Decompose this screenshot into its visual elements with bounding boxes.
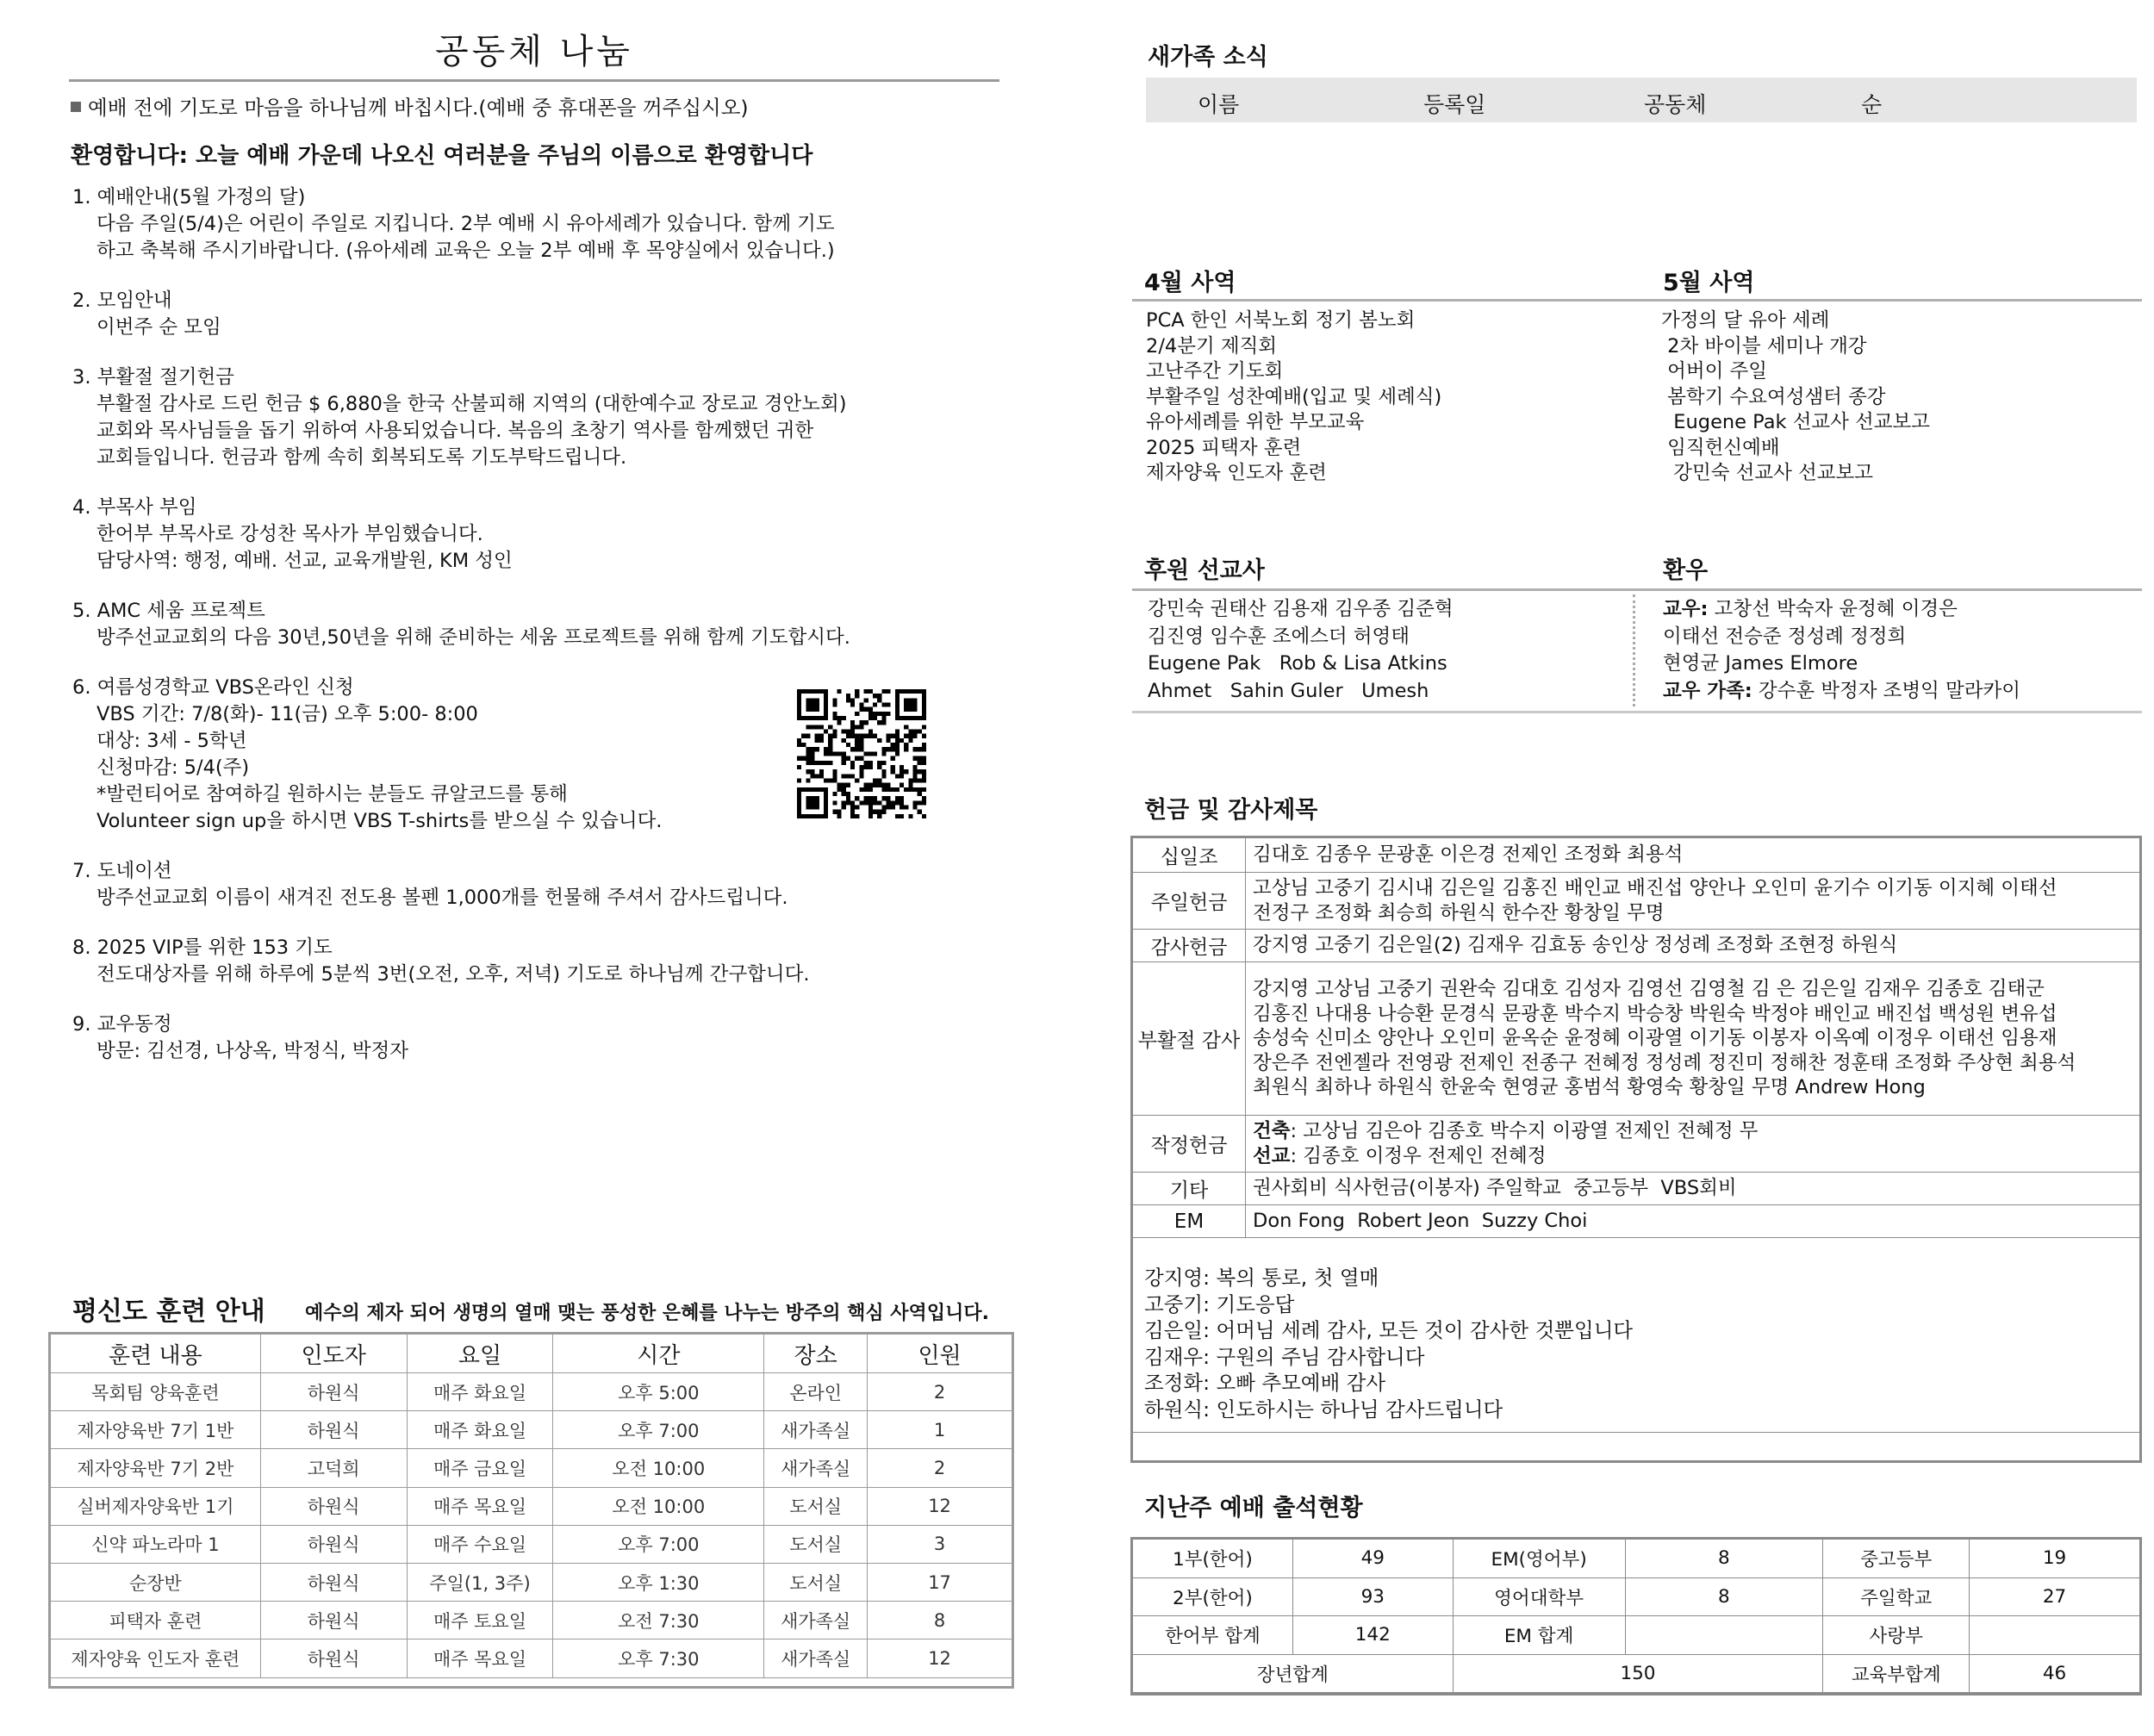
announcement-line: 이번주 순 모임 — [96, 316, 221, 339]
offering-names — [1246, 1205, 2140, 1238]
offering-line: 김홍진 나대용 나승환 문경식 문광훈 박수지 박승창 박원숙 박정야 배인교 배진섭 백성원 변유섭 — [1253, 1002, 2058, 1025]
training-cell: 오후 7:30 — [553, 1640, 764, 1677]
announcement-line: 전도대상자를 위해 하루에 5분씩 3번(오전, 오후, 저녁) 기도로 하나님께 간구합니다. — [96, 963, 810, 986]
april-ministry-title: 4월 사역 — [1144, 270, 1236, 296]
training-cell: 제자양육반 7기 1반 — [51, 1411, 261, 1449]
announcement-heading: 9. 교우동정 — [72, 1013, 172, 1036]
training-header-cell: 인도자 — [260, 1335, 407, 1373]
new-family-header — [1146, 78, 2137, 122]
list-item: 어버이 주일 — [1661, 360, 1767, 383]
attendance-title: 지난주 예배 출석현황 — [1144, 1495, 1363, 1521]
training-subtitle: 예수의 제자 되어 생명의 열매 맺는 풍성한 은혜를 나누는 방주의 핵심 사역입니다. — [305, 1303, 989, 1324]
title-divider — [69, 79, 999, 82]
training-cell: 2 — [868, 1449, 1012, 1487]
list-item: 김재우: 구원의 주님 감사합니다 — [1144, 1344, 1425, 1369]
list-item: 고난주간 기도회 — [1146, 360, 1284, 383]
announcement-item — [72, 364, 1020, 471]
list-item: 부활주일 성찬예배(입교 및 세례식) — [1146, 385, 1442, 408]
announcement-line: 대상: 3세 - 5학년 — [96, 730, 247, 752]
announcement-heading: 6. 여름성경학교 VBS온라인 신청 — [72, 676, 354, 699]
training-cell: 실버제자양육반 1기 — [51, 1487, 261, 1525]
attendance-cell: 한어부 합계 — [1133, 1616, 1293, 1655]
offering-line: 송성숙 신미소 양안나 오인미 윤옥순 윤정혜 이광열 이기동 이봉자 이옥예 이정우 이태선 임용재 — [1253, 1027, 2058, 1050]
training-cell: 1 — [868, 1411, 1012, 1449]
announcement-item — [72, 935, 1020, 988]
may-ministry-list — [1661, 308, 1930, 487]
attendance-cell: EM 합계 — [1453, 1616, 1625, 1655]
page-title: 공동체 나눔 — [435, 32, 633, 72]
training-cell: 매주 목요일 — [407, 1487, 553, 1525]
table-row — [51, 1487, 1012, 1525]
offering-category: 기타 — [1133, 1173, 1246, 1205]
announcement-line: 한어부 부목사로 강성찬 목사가 부임했습니다. — [96, 523, 483, 545]
worship-notice — [71, 91, 749, 121]
training-cell: 새가족실 — [764, 1411, 868, 1449]
offering-category: 주일헌금 — [1133, 873, 1246, 930]
table-row — [1133, 873, 2140, 930]
offering-line: 강지영 고중기 김은일(2) 김재우 김효동 송인상 정성례 조정화 조현정 하원식 — [1253, 934, 1898, 957]
training-title: 평신도 훈련 안내 — [72, 1297, 265, 1327]
list-item: 강지영: 복의 통로, 첫 열매 — [1144, 1266, 1379, 1290]
training-cell: 하원식 — [260, 1525, 407, 1563]
attendance-cell: 주일학교 — [1823, 1577, 1970, 1616]
training-header-cell: 시간 — [553, 1335, 764, 1373]
training-cell: 8 — [868, 1602, 1012, 1640]
attendance-cell: 8 — [1625, 1540, 1823, 1578]
table-row — [51, 1563, 1012, 1601]
offering-line: 권사회비 식사헌금(이봉자) 주일학교 중고등부 VBS회비 — [1253, 1177, 1737, 1200]
attendance-cell: 중고등부 — [1823, 1540, 1970, 1578]
attendance-cell: 장년합계 — [1133, 1654, 1454, 1693]
offering-names — [1246, 1116, 2140, 1173]
announcement-item — [72, 598, 1020, 651]
offering-line: 전정구 조정화 최승희 하원식 한수잔 황창일 무명 — [1253, 901, 1665, 924]
training-cell: 하원식 — [260, 1487, 407, 1525]
offering-names — [1246, 1173, 2140, 1205]
announcement-line: 교회와 목사님들을 돕기 위하여 사용되었습니다. 복음의 초창기 역사를 함께했던 귀한 — [96, 420, 814, 442]
training-header-cell: 요일 — [407, 1335, 553, 1373]
table-row — [1133, 1540, 2140, 1578]
list-item: 김은일: 어머님 세례 감사, 모든 것이 감사한 것뿐입니다 — [1144, 1318, 1634, 1342]
announcement-line: Volunteer sign up을 하시면 VBS T-shirts를 받으실 수 있습니다. — [96, 810, 663, 832]
may-ministry-title: 5월 사역 — [1663, 270, 1755, 296]
training-cell: 매주 화요일 — [407, 1411, 553, 1449]
notice-text: 예배 전에 기도로 마음을 하나님께 바칩시다.(예배 중 휴대폰을 꺼주십시오) — [88, 96, 749, 120]
table-row — [1133, 1577, 2140, 1616]
list-item: 2025 피택자 훈련 — [1146, 436, 1302, 459]
table-row — [1133, 1116, 2140, 1173]
training-cell: 매주 수요일 — [407, 1525, 553, 1563]
attendance-cell: 1부(한어) — [1133, 1540, 1293, 1578]
training-cell: 고덕희 — [260, 1449, 407, 1487]
new-family-title: 새가족 소식 — [1148, 44, 1268, 71]
attendance-cell: 27 — [1970, 1577, 2140, 1616]
attendance-cell: 영어대학부 — [1453, 1577, 1625, 1616]
training-cell: 하원식 — [260, 1373, 407, 1411]
list-item: 유아세례를 위한 부모교육 — [1146, 411, 1365, 433]
attendance-cell: EM(영어부) — [1453, 1540, 1625, 1578]
announcement-line: 신청마감: 5/4(주) — [96, 756, 250, 779]
offering-category: 감사헌금 — [1133, 930, 1246, 962]
patients-title: 환우 — [1663, 557, 1709, 584]
training-cell: 새가족실 — [764, 1449, 868, 1487]
attendance-cell: 93 — [1292, 1577, 1453, 1616]
col-date: 등록일 — [1423, 92, 1486, 117]
table-row — [51, 1411, 1012, 1449]
april-ministry-list — [1146, 308, 1441, 487]
announcement-item — [72, 495, 1020, 575]
announcement-line: 방문: 김선경, 나상옥, 박정식, 박정자 — [96, 1040, 408, 1062]
list-item: PCA 한인 서북노회 정기 봄노회 — [1146, 309, 1416, 332]
announcement-heading: 4. 부목사 부임 — [72, 496, 197, 519]
table-row — [1133, 1616, 2140, 1655]
training-cell: 하원식 — [260, 1602, 407, 1640]
training-cell: 12 — [868, 1487, 1012, 1525]
table-row — [51, 1449, 1012, 1487]
training-cell: 도서실 — [764, 1487, 868, 1525]
training-cell: 순장반 — [51, 1563, 261, 1601]
offering-names — [1246, 962, 2140, 1116]
table-row — [51, 1602, 1012, 1640]
announcement-line: 하고 축복해 주시기바랍니다. (유아세례 교육은 오늘 2부 예배 후 목양실에서 있습니다.) — [96, 240, 835, 262]
training-cell: 하원식 — [260, 1563, 407, 1601]
list-item: 제자양육 인도자 훈련 — [1146, 462, 1327, 484]
training-cell: 제자양육반 7기 2반 — [51, 1449, 261, 1487]
announcement-line: 교회들입니다. 헌금과 함께 속히 회복되도록 기도부탁드립니다. — [96, 446, 627, 469]
table-row — [1133, 1654, 2140, 1693]
list-item: 김진영 임수훈 조에스더 허영태 — [1148, 625, 1410, 648]
training-cell: 주일(1, 3주) — [407, 1563, 553, 1601]
training-cell: 매주 금요일 — [407, 1449, 553, 1487]
announcement-line: VBS 기간: 7/8(화)- 11(금) 오후 5:00- 8:00 — [96, 703, 478, 725]
announcement-heading: 7. 도네이션 — [72, 860, 172, 882]
training-cell: 3 — [868, 1525, 1012, 1563]
training-cell: 17 — [868, 1563, 1012, 1601]
col-community: 공동체 — [1644, 92, 1707, 117]
col-group: 순 — [1861, 92, 1883, 117]
announcement-line: 담당사역: 행정, 예배. 선교, 교육개발원, KM 성인 — [96, 550, 513, 572]
list-item: 2차 바이블 세미나 개강 — [1661, 334, 1867, 358]
attendance-cell: 46 — [1970, 1654, 2140, 1693]
announcement-line: *발런티어로 참여하길 원하시는 분들도 큐알코드를 통해 — [96, 783, 568, 806]
attendance-cell: 사랑부 — [1823, 1616, 1970, 1655]
training-cell: 2 — [868, 1373, 1012, 1411]
attendance-table — [1132, 1539, 2140, 1693]
attendance-cell: 2부(한어) — [1133, 1577, 1293, 1616]
welcome-message: 환영합니다: 오늘 예배 가운데 나오신 여러분을 주님의 이름으로 환영합니다 — [71, 143, 813, 169]
announcement-heading: 8. 2025 VIP를 위한 153 기도 — [72, 936, 333, 959]
training-cell: 온라인 — [764, 1373, 868, 1411]
list-item: 하원식: 인도하시는 하나님 감사드립니다 — [1144, 1397, 1503, 1422]
training-cell: 12 — [868, 1640, 1012, 1677]
list-item: 강민숙 선교사 선교보고 — [1661, 462, 1873, 484]
missionaries-title: 후원 선교사 — [1144, 557, 1265, 584]
list-item: Eugene Pak Rob & Lisa Atkins — [1148, 652, 1447, 675]
patients-list: 교우: 고창선 박숙자 윤정혜 이경은 이태선 전승준 정성례 정정희 현영균 James Elmore 교우 가족: 강수훈 박정자 조병익 말라카이 — [1663, 598, 2020, 702]
training-cell: 신약 파노라마 1 — [51, 1525, 261, 1563]
right-page — [1077, 0, 2154, 1736]
list-item: Ahmet Sahin Guler Umesh — [1148, 679, 1429, 702]
training-cell: 오전 10:00 — [553, 1449, 764, 1487]
offering-line: 김대호 김종우 문광훈 이은경 전제인 조정화 최용석 — [1253, 843, 1684, 867]
announcement-heading: 5. AMC 세움 프로젝트 — [72, 600, 265, 622]
col-name: 이름 — [1198, 92, 1240, 117]
training-header-cell: 장소 — [764, 1335, 868, 1373]
offering-line: 선교: 김종호 이정우 전제인 전혜정 — [1253, 1144, 1547, 1167]
training-cell: 오후 5:00 — [553, 1373, 764, 1411]
table-row — [1133, 1205, 2140, 1238]
offering-line: 최원식 최하나 하원식 한윤숙 현영균 홍범석 황영숙 황창일 무명 Andrew Hong — [1253, 1076, 1926, 1099]
training-cell: 도서실 — [764, 1563, 868, 1601]
training-cell: 오전 7:30 — [553, 1602, 764, 1640]
training-table — [50, 1334, 1012, 1678]
attendance-cell: 142 — [1292, 1616, 1453, 1655]
training-cell: 새가족실 — [764, 1640, 868, 1677]
announcement-line: 방주선교교회 이름이 새겨진 전도용 볼펜 1,000개를 헌물해 주셔서 감사드립니다. — [96, 887, 788, 909]
missionaries-rule-bottom — [1132, 711, 2142, 713]
announcement-line: 다음 주일(5/4)은 어린이 주일로 지킵니다. 2부 예배 시 유아세례가 있습니다. 함께 기도 — [96, 213, 835, 235]
attendance-cell: 150 — [1453, 1654, 1823, 1693]
list-item: Eugene Pak 선교사 선교보고 — [1661, 411, 1930, 433]
missionaries-list — [1148, 596, 1454, 705]
attendance-cell: 8 — [1625, 1577, 1823, 1616]
announcement-list — [72, 184, 1020, 1088]
list-item: 강민숙 권태산 김용재 김우종 김준혁 — [1148, 598, 1454, 620]
table-row — [1133, 838, 2140, 873]
training-cell: 오후 7:00 — [553, 1411, 764, 1449]
offering-category: 부활절 감사 — [1133, 962, 1246, 1116]
training-header-cell: 인원 — [868, 1335, 1012, 1373]
list-item: 가정의 달 유아 세례 — [1661, 309, 1830, 332]
announcement-item — [72, 184, 1020, 264]
training-cell: 오후 7:00 — [553, 1525, 764, 1563]
attendance-cell: 49 — [1292, 1540, 1453, 1578]
attendance-cell — [1970, 1616, 2140, 1655]
list-item: 임직헌신예배 — [1661, 436, 1780, 459]
announcement-item — [72, 858, 1020, 912]
offering-line: 건축: 고상님 김은아 김종호 박수지 이광열 전제인 전혜정 무 — [1253, 1120, 1759, 1142]
attendance-cell — [1625, 1616, 1823, 1655]
offering-line: 장은주 전엔젤라 전영광 전제인 전종구 전혜정 정성례 정진미 정해찬 정훈태 조정화 주상현 최용석 — [1253, 1051, 2076, 1074]
training-cell: 매주 목요일 — [407, 1640, 553, 1677]
announcement-line: 방주선교교회의 다음 30년,50년을 위해 준비하는 세움 프로젝트를 위해 함께 기도합시다. — [96, 626, 850, 649]
announcement-heading: 1. 예배안내(5월 가정의 달) — [72, 186, 306, 208]
offering-category: 십일조 — [1133, 838, 1246, 873]
dotted-divider — [1633, 594, 1635, 706]
offering-names — [1246, 838, 2140, 873]
table-row — [1133, 962, 2140, 1116]
offering-line: Don Fong Robert Jeon Suzzy Choi — [1253, 1210, 1588, 1233]
square-bullet-icon — [71, 102, 81, 112]
list-item: 봄학기 수요여성샘터 종강 — [1661, 385, 1886, 408]
thanksgiving-list — [1144, 1265, 1633, 1422]
training-cell: 새가족실 — [764, 1602, 868, 1640]
table-row — [1133, 1173, 2140, 1205]
offering-category: EM — [1133, 1205, 1246, 1238]
list-item: 조정화: 오빠 추모예배 감사 — [1144, 1371, 1386, 1395]
training-cell: 제자양육 인도자 훈련 — [51, 1640, 261, 1677]
table-row — [51, 1525, 1012, 1563]
announcement-item — [72, 1011, 1020, 1065]
training-cell: 오전 10:00 — [553, 1487, 764, 1525]
offering-title: 헌금 및 감사제목 — [1144, 797, 1318, 824]
attendance-cell: 19 — [1970, 1540, 2140, 1578]
attendance-cell: 교육부합계 — [1823, 1654, 1970, 1693]
table-row — [51, 1640, 1012, 1677]
training-cell: 매주 토요일 — [407, 1602, 553, 1640]
training-cell: 매주 화요일 — [407, 1373, 553, 1411]
training-cell: 하원식 — [260, 1411, 407, 1449]
offering-names — [1246, 873, 2140, 930]
qr-code[interactable] — [797, 689, 926, 818]
offering-line: 고상님 고중기 김시내 김은일 김홍진 배인교 배진섭 양안나 오인미 윤기수 이기동 이지혜 이태선 — [1253, 877, 2058, 899]
training-cell: 목회팀 양육훈련 — [51, 1373, 261, 1411]
training-cell: 하원식 — [260, 1640, 407, 1677]
table-row — [51, 1373, 1012, 1411]
list-item: 고중기: 기도응답 — [1144, 1291, 1295, 1316]
announcement-heading: 2. 모임안내 — [72, 289, 172, 312]
announcement-item — [72, 288, 1020, 341]
training-cell: 오후 1:30 — [553, 1563, 764, 1601]
table-row — [1133, 930, 2140, 962]
offering-category: 작정헌금 — [1133, 1116, 1246, 1173]
announcement-heading: 3. 부활절 절기헌금 — [72, 366, 234, 389]
ministry-rule — [1132, 299, 2142, 302]
announcement-line: 부활절 감사로 드린 헌금 $ 6,880을 한국 산불피해 지역의 (대한예수교 장로교 경안노회) — [96, 393, 847, 415]
training-cell: 도서실 — [764, 1525, 868, 1563]
offering-names — [1246, 930, 2140, 962]
training-cell: 피택자 훈련 — [51, 1602, 261, 1640]
training-header-cell: 훈련 내용 — [51, 1335, 261, 1373]
list-item: 2/4분기 제직회 — [1146, 334, 1278, 358]
offering-line: 강지영 고상님 고중기 권완숙 김대호 김성자 김영선 김영철 김 은 김은일 김재우 김종호 김태군 — [1253, 978, 2045, 1001]
missionaries-rule-top — [1132, 588, 2142, 591]
